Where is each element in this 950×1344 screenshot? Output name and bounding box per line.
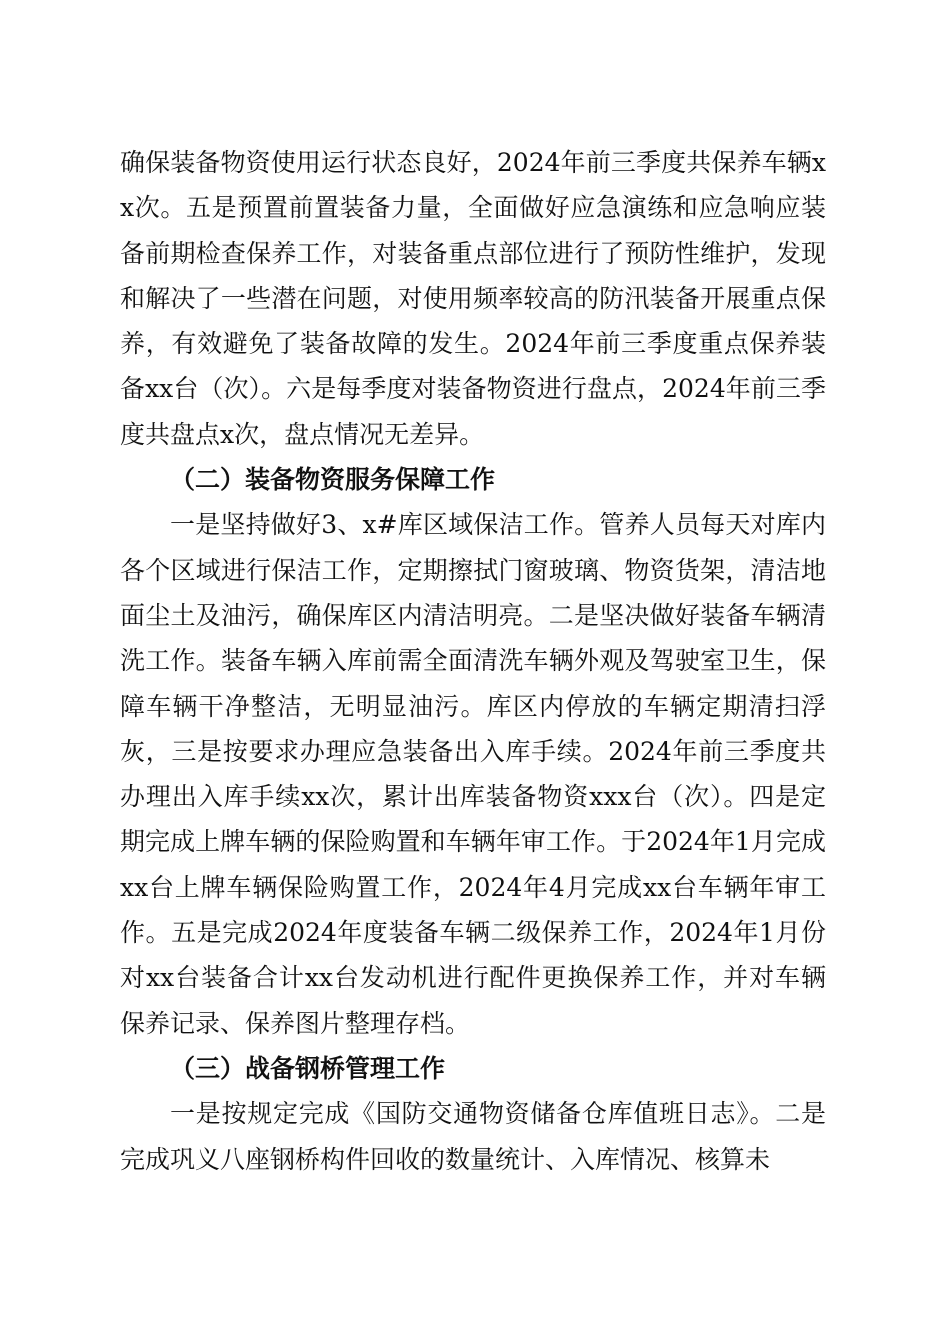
paragraph-steel-bridge: 一是按规定完成《国防交通物资储备仓库值班日志》。二是完成巩义八座钢桥构件回收的数量统计、入库情况、核算未 bbox=[120, 1099, 826, 1174]
document-page bbox=[120, 140, 826, 1182]
paragraph-equipment-maintenance: 确保装备物资使用运行状态良好，2024年前三季度共保养车辆xx次。五是预置前置装备力量，全面做好应急演练和应急响应装备前期检查保养工作，对装备重点部位进行了预防性维护，发现和解决了一些潜在问题，对使用频率较高的防汛装备开展重点保养，有效避免了装备故障的发生。2024年前三季度重点保养装备xx台（次）。六是每季度对装备物资进行盘点，2024年前三季度共盘点x次，盘点情况无差异。 bbox=[120, 148, 826, 449]
section-heading-service-support: （二）装备物资服务保障工作 bbox=[170, 465, 496, 495]
section-heading-steel-bridge: （三）战备钢桥管理工作 bbox=[170, 1053, 446, 1083]
paragraph-service-support: 一是坚持做好3、x#库区域保洁工作。管养人员每天对库内各个区域进行保洁工作，定期擦拭门窗玻璃、物资货架，清洁地面尘土及油污，确保库区内清洁明亮。二是坚决做好装备车辆清洗工作。装备车辆入库前需全面清洗车辆外观及驾驶室卫生，保障车辆干净整洁，无明显油污。库区内停放的车辆定期清扫浮灰，三是按要求办理应急装备出入库手续。2024年前三季度共办理出入库手续xx次，累计出库装备物资xxx台（次）。四是定期完成上牌车辆的保险购置和车辆年审工作。于2024年1月完成xx台上牌车辆保险购置工作，2024年4月完成xx台车辆年审工作。五是完成2024年度装备车辆二级保养工作，2024年1月份对xx台装备合计xx台发动机进行配件更换保养工作，并对车辆保养记录、保养图片整理存档。 bbox=[120, 510, 826, 1038]
